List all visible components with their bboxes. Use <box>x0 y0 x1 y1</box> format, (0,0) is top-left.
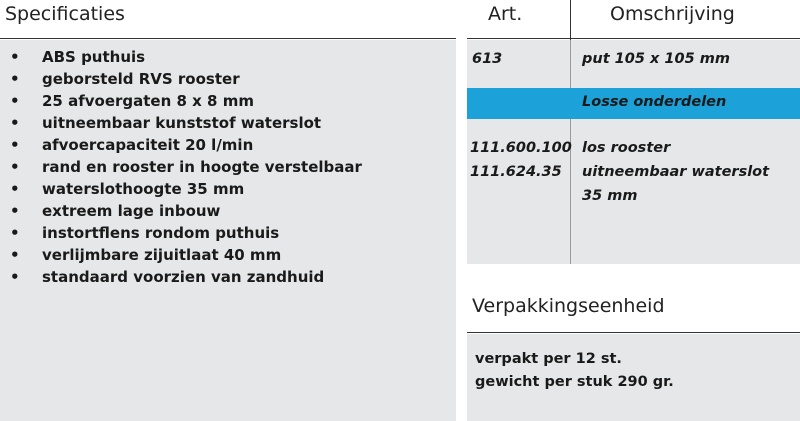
spec-text: uitneembaar kunststof waterslot <box>42 114 322 132</box>
spec-text: geborsteld RVS rooster <box>42 70 240 88</box>
specs-title: Specificaties <box>5 3 125 25</box>
bullet-icon: • <box>10 180 20 198</box>
spec-text: instortflens rondom puthuis <box>42 224 280 242</box>
part-description: uitneembaar waterslot <box>582 164 770 180</box>
packaging-divider <box>467 332 800 333</box>
bullet-icon: • <box>10 114 20 132</box>
list-item <box>8 222 362 244</box>
packaging-line-2: gewicht per stuk 290 gr. <box>475 374 674 390</box>
list-item <box>8 134 362 156</box>
bullet-icon: • <box>10 268 20 286</box>
header-description: Omschrijving <box>610 3 735 25</box>
parts-article-column <box>470 136 572 184</box>
list-item <box>8 46 362 68</box>
list-item <box>8 112 362 134</box>
list-item <box>8 68 362 90</box>
bullet-icon: • <box>10 92 20 110</box>
specs-list <box>8 46 362 288</box>
spec-text: ABS puthuis <box>42 48 146 66</box>
header-column-divider <box>570 0 571 40</box>
list-item <box>8 200 362 222</box>
spec-text: afvoercapaciteit 20 l/min <box>42 136 254 154</box>
bullet-icon: • <box>10 246 20 264</box>
list-item <box>8 156 362 178</box>
table-divider <box>467 38 800 39</box>
spec-text: standaard voorzien van zandhuid <box>42 268 325 286</box>
parts-description-column <box>582 136 769 208</box>
bullet-icon: • <box>10 70 20 88</box>
spec-text: rand en rooster in hoogte verstelbaar <box>42 158 362 176</box>
list-item <box>8 178 362 200</box>
article-number: 613 <box>472 51 503 67</box>
bullet-icon: • <box>10 224 20 242</box>
bullet-icon: • <box>10 48 20 66</box>
spec-text: waterslothoogte 35 mm <box>42 180 245 198</box>
part-article-number: 111.624.35 <box>470 164 562 180</box>
section-label: Losse onderdelen <box>582 94 727 110</box>
bullet-icon: • <box>10 202 20 220</box>
packaging-line-1: verpakt per 12 st. <box>475 351 622 367</box>
spec-text: 25 afvoergaten 8 x 8 mm <box>42 92 254 110</box>
part-description: 35 mm <box>582 188 638 204</box>
bullet-icon: • <box>10 158 20 176</box>
list-item <box>8 90 362 112</box>
packaging-details <box>475 348 674 394</box>
article-description: put 105 x 105 mm <box>582 51 730 67</box>
part-article-number: 111.600.100 <box>470 140 572 156</box>
spec-text: extreem lage inbouw <box>42 202 221 220</box>
list-item <box>8 244 362 266</box>
bullet-icon: • <box>10 136 20 154</box>
list-item <box>8 266 362 288</box>
header-art: Art. <box>488 3 523 25</box>
part-description: los rooster <box>582 140 671 156</box>
spec-text: verlijmbare zijuitlaat 40 mm <box>42 246 282 264</box>
specs-divider <box>0 38 456 39</box>
packaging-title: Verpakkingseenheid <box>472 295 665 317</box>
